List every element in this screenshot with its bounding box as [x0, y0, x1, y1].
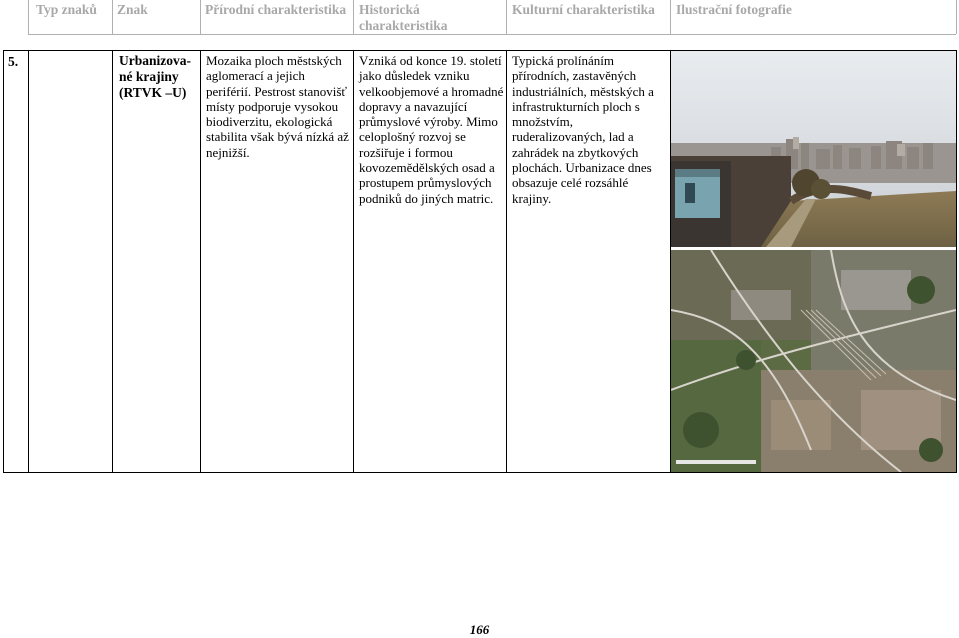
historic-text: Vzniká od konce 19. století jako důsledek vzniku velkoobjemové a hromadné dopravy a navazující průmyslové výroby. Mimo celoplošný rozvoj se rozšiřuje i formou kovozemědělských osad a prostupem průmyslových podniků do jiných matric.	[359, 53, 504, 206]
aerial-urban-photo	[671, 250, 956, 472]
header-divider	[28, 0, 29, 34]
header-divider	[353, 0, 354, 34]
col-rule	[353, 50, 354, 473]
col-rule	[28, 50, 29, 473]
city-panorama-photo	[671, 51, 956, 247]
cultural-text: Typická prolínáním přírodních, zastavěných industriálních, městských a infrastrukturních ploch s množstvím, ruderalizovaných, lad a zahrádek na zbytkových plochách. Urbanizace dnes obsazuje celé rozsáhlé krajiny.	[512, 53, 654, 206]
header-divider	[670, 0, 671, 34]
row-bottom-rule	[3, 472, 957, 473]
header-divider	[956, 0, 957, 34]
col-rule	[956, 50, 957, 473]
table-header	[0, 0, 959, 36]
header-mark: Znak	[117, 2, 148, 17]
natural-text: Mozaika ploch městských aglomerací a jejich periférií. Pestrost stanovišť místy podporuje vysokou biodiverzitu, ekologická stabilita však bývá nízká až nejnižší.	[206, 53, 349, 160]
header-natural: Přírodní charakteristika	[205, 2, 347, 17]
header-cultural: Kulturní charakteristika	[512, 2, 655, 17]
header-divider	[200, 0, 201, 34]
page-number: 166	[469, 622, 490, 637]
header-historic: Historická charakteristika	[359, 2, 448, 33]
row-name: Urbanizova-né krajiny (RTVK –U)	[119, 53, 191, 100]
col-rule	[3, 50, 4, 473]
col-rule	[112, 50, 113, 473]
col-rule	[506, 50, 507, 473]
header-divider	[112, 0, 113, 34]
header-photos: Ilustrační fotografie	[676, 2, 792, 17]
header-type: Typ znaků	[36, 2, 97, 17]
col-rule	[200, 50, 201, 473]
header-divider	[506, 0, 507, 34]
header-rule	[28, 34, 956, 35]
row-number: 5.	[8, 54, 19, 69]
